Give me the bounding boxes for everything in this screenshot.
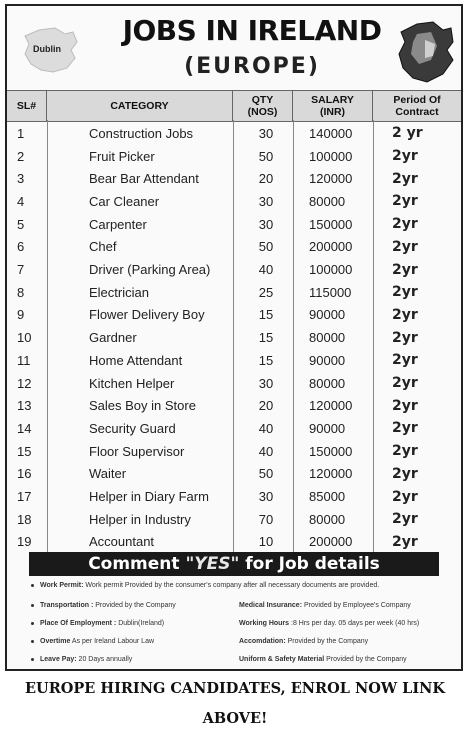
table-row [7, 326, 461, 349]
poster-title: JOBS IN IRELAND [122, 14, 382, 47]
table-row [7, 531, 461, 554]
cell-period: 2yr [392, 397, 418, 414]
cell-salary: 80000 [309, 511, 346, 527]
cell-qty: 30 [258, 125, 274, 141]
cell-sl: 6 [17, 239, 25, 255]
note-leave-pay: Leave Pay: 20 Days annually [31, 656, 132, 663]
column-header-qty: QTY (NOS) [233, 91, 293, 121]
cell-category: Driver (Parking Area) [89, 262, 211, 278]
cell-qty: 15 [258, 307, 274, 323]
cell-salary: 80000 [309, 375, 346, 391]
cell-sl: 17 [17, 489, 32, 505]
table-row [7, 417, 461, 440]
note-transportation: Transportation : Provided by the Company [31, 602, 176, 609]
table-row [7, 236, 461, 259]
cell-salary: 80000 [309, 330, 346, 346]
cell-qty: 20 [258, 171, 274, 187]
note-overtime: Overtime As per Ireland Labour Law [31, 638, 154, 645]
cell-period: 2yr [392, 170, 418, 187]
cell-sl: 9 [17, 307, 25, 323]
table-row [7, 508, 461, 531]
cell-period: 2yr [392, 193, 418, 210]
cell-category: Accountant [89, 534, 155, 550]
table-row [7, 258, 461, 281]
cell-category: Sales Boy in Store [89, 398, 196, 414]
cell-period: 2yr [392, 329, 418, 346]
table-row [7, 463, 461, 486]
cell-period: 2yr [392, 465, 418, 482]
cell-salary: 140000 [309, 125, 353, 141]
cell-category: Helper in Diary Farm [89, 489, 209, 505]
cell-qty: 40 [258, 420, 274, 436]
cell-period: 2yr [392, 443, 418, 460]
footer-call-to-action: EUROPE HIRING CANDIDATES, ENROL NOW LINK ABOVE! [25, 680, 445, 727]
note-place: Place Of Employment : Dublin(Ireland) [31, 620, 164, 627]
cell-qty: 30 [258, 193, 274, 209]
note-work-permit: Work Permit: Work permit Provided by the consumer's company after all necessary documents are provided. [31, 582, 379, 589]
cell-category: Flower Delivery Boy [89, 307, 205, 323]
comment-banner [29, 552, 439, 576]
cell-period: 2yr [392, 375, 418, 392]
cell-sl: 11 [17, 352, 31, 368]
cell-qty: 30 [258, 489, 274, 505]
note-accommodation: Accomdation: Provided by the Company [239, 638, 369, 645]
job-poster [5, 4, 463, 671]
table-row [7, 349, 461, 372]
cell-salary: 100000 [309, 262, 353, 278]
note-medical: Medical Insurance: Provided by Employee's Company [239, 602, 411, 609]
cell-sl: 13 [17, 398, 32, 414]
table-row [7, 122, 461, 145]
cell-qty: 15 [258, 352, 274, 368]
cell-salary: 150000 [309, 216, 353, 232]
column-header-sl: SL# [7, 91, 47, 121]
cell-category: Gardner [89, 330, 137, 346]
table-header [7, 90, 461, 122]
table-row [7, 372, 461, 395]
cell-category: Floor Supervisor [89, 443, 185, 459]
cell-qty: 70 [258, 511, 274, 527]
map-city-label: Dublin [33, 44, 61, 54]
table-row [7, 167, 461, 190]
cell-salary: 85000 [309, 489, 346, 505]
cell-sl: 5 [17, 216, 25, 232]
cell-sl: 2 [17, 148, 25, 164]
cell-category: Bear Bar Attendant [89, 171, 199, 187]
cell-qty: 50 [258, 466, 274, 482]
cell-salary: 200000 [309, 239, 353, 255]
cell-salary: 150000 [309, 443, 353, 459]
column-header-period: Period Of Contract [393, 94, 441, 118]
cell-qty: 50 [258, 148, 274, 164]
cell-qty: 20 [258, 398, 274, 414]
cell-period: 2yr [392, 420, 418, 437]
cell-salary: 120000 [309, 466, 353, 482]
cell-category: Waiter [89, 466, 127, 482]
table-row [7, 485, 461, 508]
cell-category: Chef [89, 239, 117, 255]
cell-salary: 90000 [309, 420, 346, 436]
cell-period: 2yr [392, 306, 418, 323]
cell-category: Security Guard [89, 420, 176, 436]
banner-prefix: Comment [88, 554, 186, 574]
cell-salary: 90000 [309, 352, 346, 368]
terms-notes [7, 578, 461, 670]
table-row [7, 304, 461, 327]
banner-suffix: for Job details [239, 554, 380, 574]
cell-period: 2 yr [392, 125, 423, 142]
cell-category: Fruit Picker [89, 148, 155, 164]
cell-period: 2yr [392, 238, 418, 255]
cell-qty: 30 [258, 375, 274, 391]
cell-salary: 200000 [309, 534, 353, 550]
note-hours: Working Hours :8 Hrs per day. 05 days per week (40 hrs) [239, 620, 420, 627]
cell-period: 2yr [392, 148, 418, 165]
cell-salary: 90000 [309, 307, 346, 323]
cell-qty: 40 [258, 262, 274, 278]
note-uniform: Uniform & Safety Material Provided by the Company [239, 656, 407, 663]
cell-sl: 8 [17, 284, 25, 300]
column-header-category: CATEGORY [47, 91, 233, 121]
table-row [7, 394, 461, 417]
cell-sl: 3 [17, 171, 25, 187]
cell-sl: 10 [17, 330, 32, 346]
cell-sl: 16 [17, 466, 32, 482]
cell-sl: 18 [17, 511, 32, 527]
column-header-salary: SALARY (INR) [293, 91, 373, 121]
cell-sl: 7 [17, 262, 25, 278]
cell-category: Home Attendant [89, 352, 183, 368]
cell-period: 2yr [392, 488, 418, 505]
cell-qty: 40 [258, 443, 274, 459]
cell-qty: 30 [258, 216, 274, 232]
cell-qty: 10 [258, 534, 274, 550]
cell-category: Electrician [89, 284, 149, 300]
cell-sl: 12 [17, 375, 32, 391]
cell-qty: 50 [258, 239, 274, 255]
table-row [7, 213, 461, 236]
cell-category: Carpenter [89, 216, 147, 232]
cell-category: Kitchen Helper [89, 375, 175, 391]
poster-header [7, 6, 461, 90]
banner-keyword: "YES" [185, 554, 240, 574]
poster-subtitle: (EUROPE) [184, 54, 320, 79]
cell-period: 2yr [392, 261, 418, 278]
cell-period: 2yr [392, 533, 418, 550]
cell-category: Helper in Industry [89, 511, 191, 527]
cell-sl: 15 [17, 443, 32, 459]
cell-salary: 115000 [309, 284, 352, 300]
cell-sl: 19 [17, 534, 32, 550]
cell-sl: 1 [17, 125, 25, 141]
cell-salary: 100000 [309, 148, 353, 164]
cell-sl: 4 [17, 193, 25, 209]
cell-category: Construction Jobs [89, 125, 194, 141]
cell-period: 2yr [392, 352, 418, 369]
cell-sl: 14 [17, 420, 32, 436]
cell-period: 2yr [392, 511, 418, 528]
cell-salary: 80000 [309, 193, 346, 209]
table-row [7, 145, 461, 168]
cell-category: Car Cleaner [89, 193, 160, 209]
cell-qty: 25 [258, 284, 274, 300]
cell-period: 2yr [392, 216, 418, 233]
table-row [7, 281, 461, 304]
table-body [7, 120, 461, 552]
ireland-flag-map-icon [397, 20, 455, 86]
cell-qty: 15 [258, 330, 274, 346]
cell-period: 2yr [392, 284, 418, 301]
table-row [7, 440, 461, 463]
cell-salary: 120000 [309, 171, 353, 187]
table-row [7, 190, 461, 213]
cell-salary: 120000 [309, 398, 353, 414]
